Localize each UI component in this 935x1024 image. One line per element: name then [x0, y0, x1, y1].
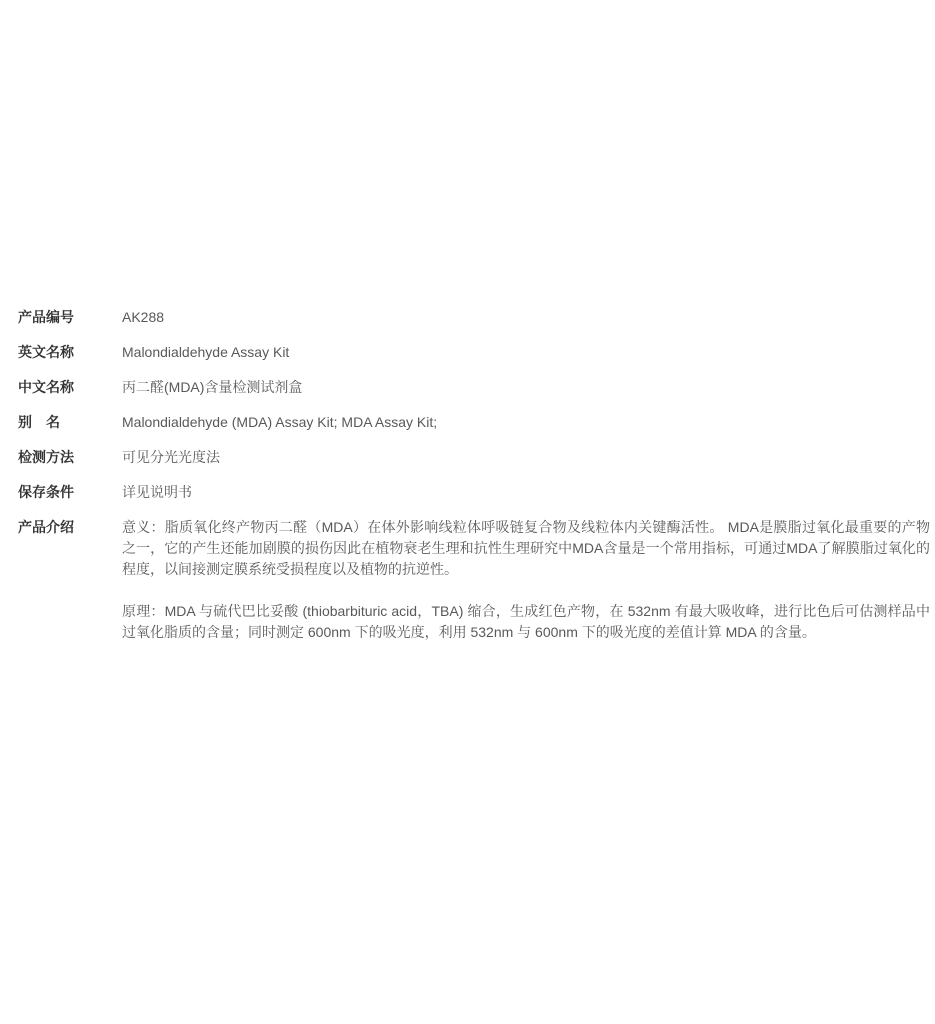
alias-value: Malondialdehyde (MDA) Assay Kit; MDA Assay Kit;: [122, 414, 438, 430]
chinese-name-value: 丙二醛(MDA)含量检测试剂盒: [122, 379, 303, 395]
alias-label: 别 名: [18, 414, 60, 430]
detection-method-label: 检测方法: [18, 449, 74, 465]
english-name-label: 英文名称: [18, 344, 74, 360]
field-row-alias: [18, 412, 930, 433]
intro-paragraph-principle: 原理：MDA 与硫代巴比妥酸 (thiobarbituric acid，TBA) 缩合，生成红色产物，在 532nm 有最大吸收峰，进行比色后可估测样品中过氧化脂质的含量；同时测定 600nm 下的吸光度，利用 532nm 与 600nm 下的吸光度的差值计算 MDA 的含量。: [122, 603, 930, 640]
chinese-name-label: 中文名称: [18, 379, 74, 395]
product-number-label: 产品编号: [18, 309, 74, 325]
field-row-product-number: [18, 307, 930, 328]
field-row-product-intro: [18, 517, 930, 643]
english-name-value: Malondialdehyde Assay Kit: [122, 344, 290, 360]
field-row-english-name: [18, 342, 930, 363]
storage-condition-label: 保存条件: [18, 484, 74, 500]
product-intro-value: [122, 517, 930, 643]
field-row-detection-method: [18, 447, 930, 468]
product-number-value: AK288: [122, 309, 165, 325]
field-row-chinese-name: [18, 377, 930, 398]
detection-method-value: 可见分光光度法: [122, 449, 220, 465]
product-intro-label: 产品介绍: [18, 519, 74, 535]
field-row-storage-condition: [18, 482, 930, 503]
storage-condition-value: 详见说明书: [122, 484, 192, 500]
intro-paragraph-significance: 意义：脂质氧化终产物丙二醛（MDA）在体外影响线粒体呼吸链复合物及线粒体内关键酶活性。 MDA是膜脂过氧化最重要的产物之一，它的产生还能加剧膜的损伤因此在植物衰老生理和抗性生理研究中MDA含量是一个常用指标，可通过MDA了解膜脂过氧化的程度，以间接测定膜系统受损程度以及植物的抗逆性。: [122, 519, 930, 577]
